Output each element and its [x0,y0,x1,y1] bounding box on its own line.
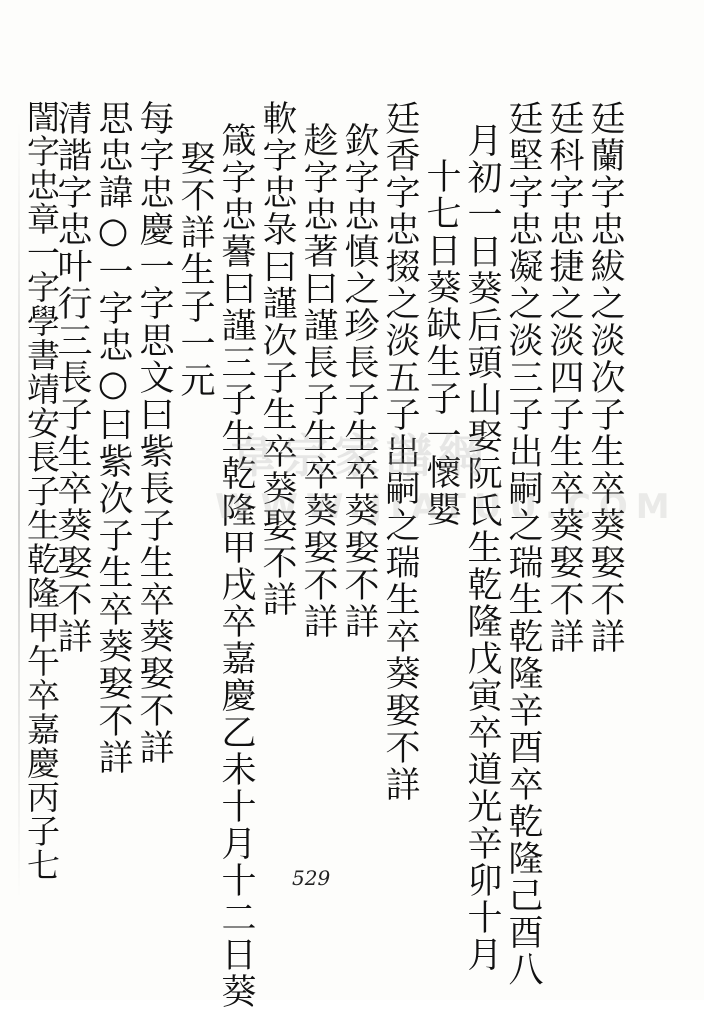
text-column-12: 每字忠慶一字思文曰紫長子生卒葵娶不詳 [134,100,174,766]
text-column-2: 廷科字忠捷之淡四子生卒葵娶不詳 [544,100,584,655]
text-column-7: 欽字忠慎之珍長子生卒葵娶不詳 [339,122,379,640]
text-column-8: 趁字忠著曰謹長子生卒葵娶不詳 [298,122,338,640]
text-column-4: 月初一日葵后頭山娶阮氏生乾隆戊寅卒道光辛卯十月 [462,122,502,973]
text-column-6: 廷香字忠掇之淡五子出嗣之瑞生卒葵娶不詳 [380,100,420,803]
text-column-10: 箴字忠謩曰謹三子生乾隆甲戌卒嘉慶乙未十月十二日葵 [216,122,256,1010]
text-column-5: 十七日葵缺生子一懷嬰 [421,158,461,528]
text-column-15: 誾字忠章一字學書靖安長子生乾隆甲午卒嘉慶丙子七 [22,100,61,882]
page-number: 529 [292,866,331,890]
watermark-title: 韋宗家譜網 [230,429,490,483]
binding-edge [18,120,20,900]
text-column-3: 廷堅字忠凝之淡三子出嗣之瑞生乾隆辛酉卒乾隆己酉八 [503,100,543,988]
watermark-url: WWW.JIATUU.COM [215,487,678,527]
text-column-11: 娶不詳生子一元 [175,140,215,399]
text-column-1: 廷蘭字忠紱之淡次子生卒葵娶不詳 [585,100,625,655]
text-column-13: 思忠諱○一字忠○曰紫次子生卒葵娶不詳 [93,100,133,776]
text-column-14: 清諧字忠叶行三長子生卒葵娶不詳 [52,100,92,655]
text-column-9: 軟字忠彔曰謹次子生卒葵娶不詳 [257,100,297,618]
